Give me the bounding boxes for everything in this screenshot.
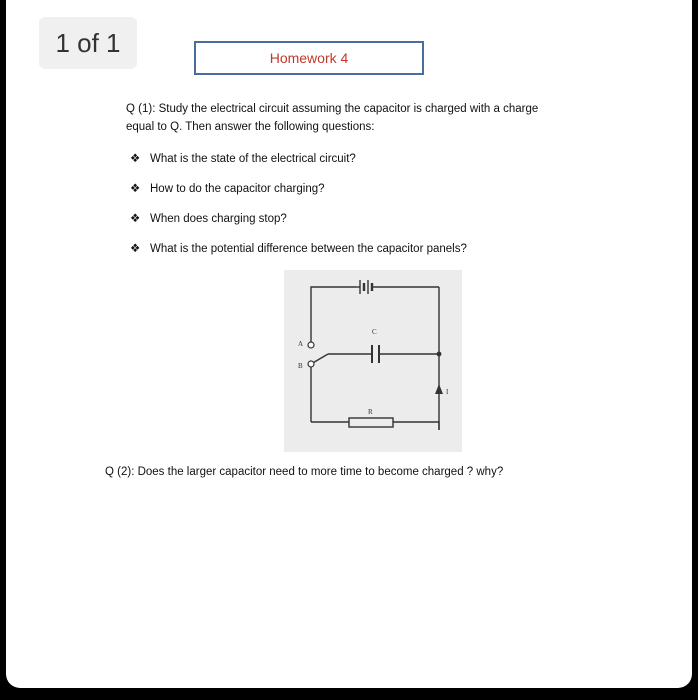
label-i: I xyxy=(446,388,449,396)
diamond-bullet-icon: ❖ xyxy=(130,213,141,225)
bullet-text: How to do the capacitor charging? xyxy=(150,183,325,195)
question-2: Q (2): Does the larger capacitor need to more time to become charged ? why? xyxy=(105,466,504,478)
bullet-text: What is the potential difference between the capacitor panels? xyxy=(150,243,467,255)
question-1 xyxy=(126,100,596,136)
bullet-text: When does charging stop? xyxy=(150,213,287,225)
bullet-text: What is the state of the electrical circuit? xyxy=(150,153,356,165)
bullet-item xyxy=(130,181,325,195)
resistor xyxy=(349,418,393,427)
diamond-bullet-icon: ❖ xyxy=(130,183,141,195)
junction-dot xyxy=(437,352,442,357)
terminal-a xyxy=(308,342,314,348)
question-1-line-2: equal to Q. Then answer the following questions: xyxy=(126,121,375,133)
current-arrow-icon xyxy=(435,384,443,394)
label-a: A xyxy=(298,340,304,348)
label-c: C xyxy=(372,328,377,336)
circuit-svg xyxy=(284,270,462,452)
page-counter: 1 of 1 xyxy=(39,17,137,69)
bullet-item xyxy=(130,241,467,255)
label-b: B xyxy=(298,362,303,370)
diamond-bullet-icon: ❖ xyxy=(130,153,141,165)
terminal-b xyxy=(308,361,314,367)
label-r: R xyxy=(368,408,373,416)
question-1-line-1: Q (1): Study the electrical circuit assuming the capacitor is charged with a charge xyxy=(126,103,539,115)
homework-title: Homework 4 xyxy=(194,41,424,75)
document-page xyxy=(6,0,692,688)
top-left-wire xyxy=(311,287,356,338)
circuit-diagram xyxy=(284,270,462,452)
diamond-bullet-icon: ❖ xyxy=(130,243,141,255)
bullet-item xyxy=(130,151,356,165)
bullet-item xyxy=(130,211,287,225)
bottom-right-wire xyxy=(393,422,439,430)
